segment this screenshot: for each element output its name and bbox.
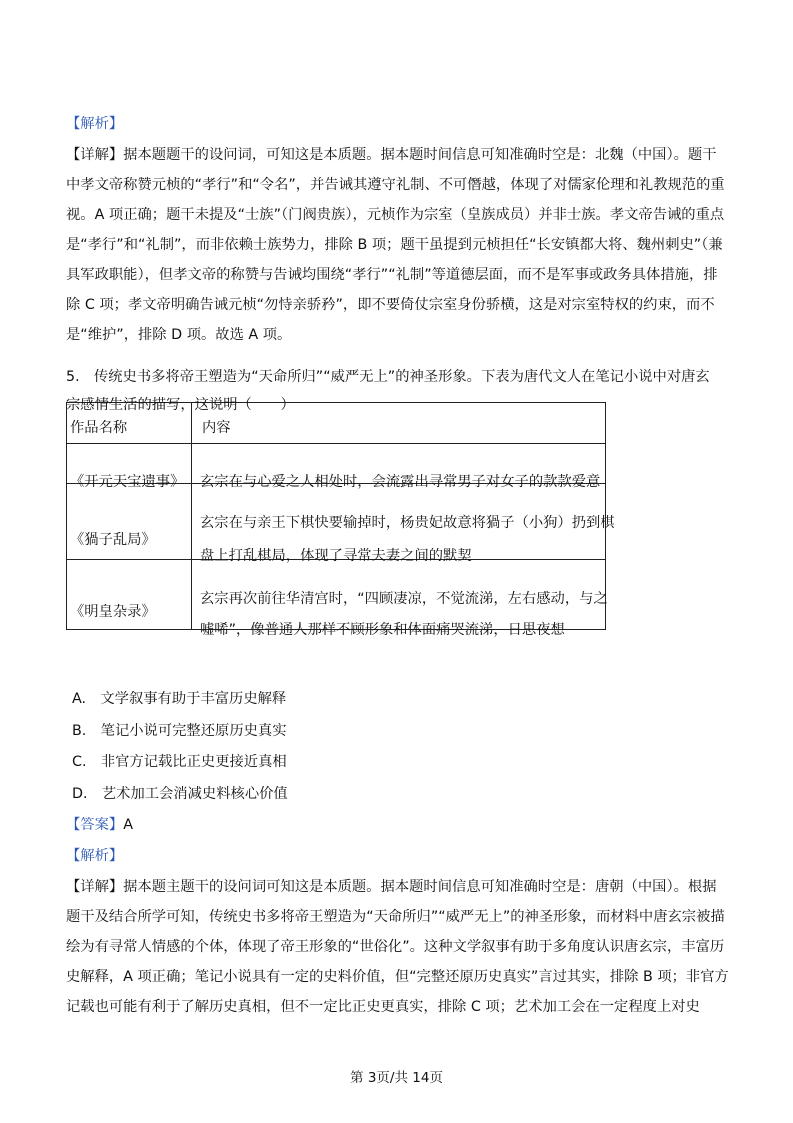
answer-value: A (123, 817, 133, 833)
table-row-title: 《开元天宝遗事》 (70, 474, 185, 490)
table-header-work: 作品名称 (70, 420, 128, 436)
table-row-content: 玄宗在与亲王下棋快要输掉时，杨贵妃故意将猧子（小狗）扔到棋 (200, 515, 615, 531)
answer-line (66, 814, 133, 836)
table-row-title: 《猧子乱局》 (70, 532, 156, 548)
analysis-tag: 【解析】 (66, 848, 124, 864)
page-footer: 第 3页/共 14页 (350, 1070, 443, 1086)
table-header-content: 内容 (202, 420, 231, 436)
option-d: D. 艺术加工会消减史料核心价值 (72, 786, 288, 802)
question-stem-line-1: 5. 传统史书多将帝王塑造为“天命所归”“威严无上”的神圣形象。下表为唐代文人在笔记小说中对唐玄 (66, 369, 710, 385)
analysis-tag: 【解析】 (66, 116, 124, 132)
table-row-content: 嘘唏”，像普通人那样不顾形象和体面痛哭流涕，日思夜想 (200, 622, 565, 638)
explanation-detail-1: 【详解】据本题题干的设问词，可知这是本质题。据本题时间信息可知准确时空是：北魏（中国）。题干中孝文帝称赞元桢的“孝行”和“令名”，并告诫其遵守礼制、不可僭越，体现了对儒家伦理和礼教规范的重视。A 项正确；题干未提及“士族”（门阀贵族），元桢作为宗室（皇族成员）并非士族。孝文帝告诫的重点是“孝行”和“礼制”，而非依赖士族势力，排除 B 项；题干虽提到元桢担任“长安镇都大将、魏州刺史”（兼具军政职能），但孝文帝的称赞与告诫均围绕“孝行”“礼制”等道德层面，而不是军事或政务具体措施，排除 C 项；孝文帝明确告诫元桢“勿恃亲骄矜”，即不要倚仗宗室身份骄横，这是对宗室特权的约束，而不是“维护”，排除 D 项。故选 A 项。 (66, 147, 725, 343)
option-a: A. 文学叙事有助于丰富历史解释 (72, 691, 287, 707)
table-row-content: 玄宗在与心爱之人相处时，会流露出寻常男子对女子的款款爱意 (200, 474, 601, 490)
question-stem-line-2: 宗感情生活的描写，这说明（ ） (66, 397, 295, 413)
option-b: B. 笔记小说可完整还原历史真实 (72, 723, 287, 739)
table-row-content: 盘上打乱棋局，体现了寻常夫妻之间的默契 (200, 548, 472, 564)
table-row-content: 玄宗再次前往华清宫时，“四顾凄凉，不觉流涕，左右感动，与之 (200, 591, 608, 607)
option-c: C. 非官方记载比正史更接近真相 (72, 754, 287, 770)
answer-tag: 【答案】 (66, 817, 124, 833)
explanation-detail-2: 【详解】据本题主题干的设问词可知这是本质题。据本题时间信息可知准确时空是：唐朝（中国）。根据题干及结合所学可知，传统史书多将帝王塑造为“天命所归”“威严无上”的神圣形象，而材料中唐玄宗被描绘为有寻常人情感的个体，体现了帝王形象的“世俗化”。这种文学叙事有助于多角度认识唐玄宗，丰富历史解释，A 项正确；笔记小说具有一定的史料价值，但“完整还原历史真实”言过其实，排除 B 项；非官方记载也可能有利于了解历史真相，但不一定比正史更真实，排除 C 项；艺术加工会在一定程度上对史 (66, 879, 729, 1015)
table-row-title: 《明皇杂录》 (70, 604, 156, 620)
works-table (66, 402, 615, 638)
